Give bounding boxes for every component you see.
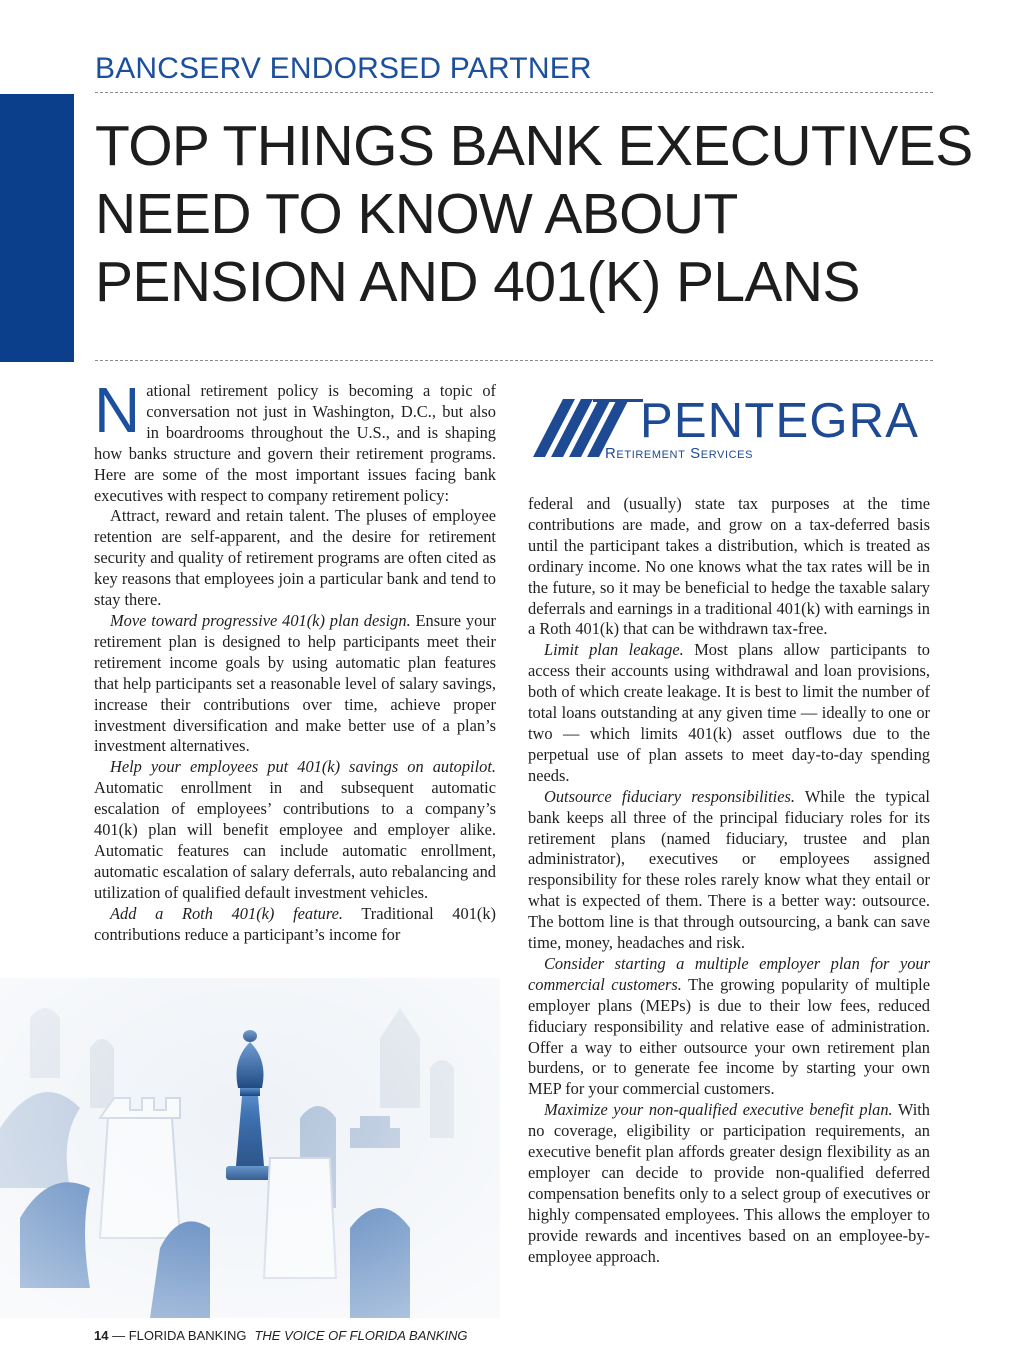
body-paragraph — [94, 611, 496, 757]
divider-top — [95, 92, 933, 93]
page-number: 14 — [94, 1328, 109, 1343]
paragraph-text: Automatic enrollment in and subsequent automatic escalation of employees’ contributions to a company’s 401(k) plan will benefit employee and employer alike. Automatic features can include automatic enrollment, automatic escalation of salary deferrals, auto rebalancing and utilization of qualified default investment vehicles. — [94, 778, 496, 902]
body-paragraph — [528, 640, 930, 786]
paragraph-text: With no coverage, eligibility or participation requirements, an executive benefit plan affords greater design flexibility as an employer can decide to provide non-qualified deferred compensation benefits only to a select group of executives or highly compensated employees. This allows the employer to provide rewards and incentives based on an employee-by-employee approach. — [528, 1100, 930, 1266]
intro-text: ational retirement policy is becoming a topic of conversation not just in Washington, D.C., but also in boardrooms throughout the U.S., and is shaping how banks structure and govern their retirement programs. Here are some of the most important issues facing bank executives with respect to company retirement policy: — [94, 381, 496, 505]
paragraph-lead: Add a Roth 401(k) feature. — [110, 903, 343, 923]
footer-publication: — FLORIDA BANKING — [108, 1328, 247, 1343]
footer-tagline: THE VOICE OF FLORIDA BANKING — [254, 1328, 468, 1343]
paragraph-text: Attract, reward and retain talent. The pluses of employee retention are self-apparent, and the desire for retirement security and quality of retirement programs are often cited as key reasons that employees join a particular bank and tend to stay there. — [94, 506, 496, 610]
body-paragraph — [94, 506, 496, 611]
pentegra-logo — [533, 395, 923, 465]
headline-line-1: TOP THINGS BANK EXECUTIVES — [95, 114, 973, 178]
chess-pieces-image — [0, 978, 500, 1318]
left-paragraphs — [94, 506, 496, 945]
body-paragraph — [528, 494, 930, 640]
paragraph-lead: Help your employees put 401(k) savings on autopilot. — [110, 757, 496, 777]
headline-line-2: NEED TO KNOW ABOUT — [95, 182, 738, 246]
drop-cap: N — [94, 374, 141, 446]
article-column-left — [94, 374, 496, 945]
logo-brand-text: PENTEGRA — [640, 394, 920, 448]
body-paragraph — [94, 757, 496, 903]
paragraph-lead: Outsource fiduciary responsibilities. — [544, 786, 795, 806]
paragraph-lead: Maximize your non-qualified executive benefit plan. — [544, 1100, 893, 1120]
body-paragraph — [94, 904, 496, 946]
paragraph-text: The growing popularity of multiple employer plans (MEPs) is due to their low fees, reduced fiduciary responsibility and relative ease of administration. Offer a way to either outsource your own retirement plan burdens, or to generate fee income by starting your own MEP for your commercial customers. — [528, 974, 930, 1099]
paragraph-text: Traditional 401(k) contributions reduce a participant’s income for — [94, 903, 496, 944]
paragraph-lead: Consider starting a multiple employer plan for your commercial customers. — [528, 953, 930, 994]
paragraph-text: federal and (usually) state tax purposes at the time contributions are made, and grow on a tax-deferred basis until the participant takes a distribution, which is treated as ordinary income. No one knows what the tax rates will be in the future, so it may be beneficial to hedge the taxable salary deferrals and earnings in a traditional 401(k) with earnings in a Roth 401(k) that can be withdrawn tax-free. — [528, 494, 930, 639]
divider-bottom — [95, 360, 933, 361]
right-paragraphs — [528, 494, 930, 1268]
section-kicker: BANCSERV ENDORSED PARTNER — [95, 52, 592, 85]
body-paragraph — [528, 954, 930, 1100]
article-column-right — [528, 494, 930, 1268]
intro-paragraph — [94, 374, 496, 506]
paragraph-lead: Move toward progressive 401(k) plan design. — [110, 610, 411, 630]
logo-subtitle: Retirement Services — [605, 445, 754, 462]
paragraph-text: While the typical bank keeps all three of the principal fiduciary roles for its retirement plans (named fiduciary, trustee and plan administrator), executives or employees assigned responsibility for these roles rarely know what they entail or what is expected of them. There is a better way: outsource. The bottom line is that through outsourcing, a bank can save time, money, headaches and risk. — [528, 786, 930, 953]
body-paragraph — [528, 1100, 930, 1267]
paragraph-lead: Limit plan leakage. — [544, 640, 684, 660]
article-headline — [95, 112, 973, 316]
accent-bar — [0, 94, 74, 362]
body-paragraph — [528, 787, 930, 954]
page-footer — [94, 1328, 468, 1343]
headline-line-3: PENSION AND 401(K) PLANS — [95, 250, 860, 314]
paragraph-text: Most plans allow participants to access their accounts using withdrawal and loan provisions, both of which create leakage. It is best to limit the number of total loans outstanding at any given time — ideally to one or two — which limits 401(k) asset outflows due to the perpetual use of plan assets to meet day-to-day spending needs. — [528, 640, 930, 785]
paragraph-text: Ensure your retirement plan is designed to help participants meet their retirement income goals by using automatic plan features that help participants set a reasonable level of salary savings, increase their contributions over time, achieve proper investment diversification and make better use of a plan’s investment alternatives. — [94, 610, 496, 756]
